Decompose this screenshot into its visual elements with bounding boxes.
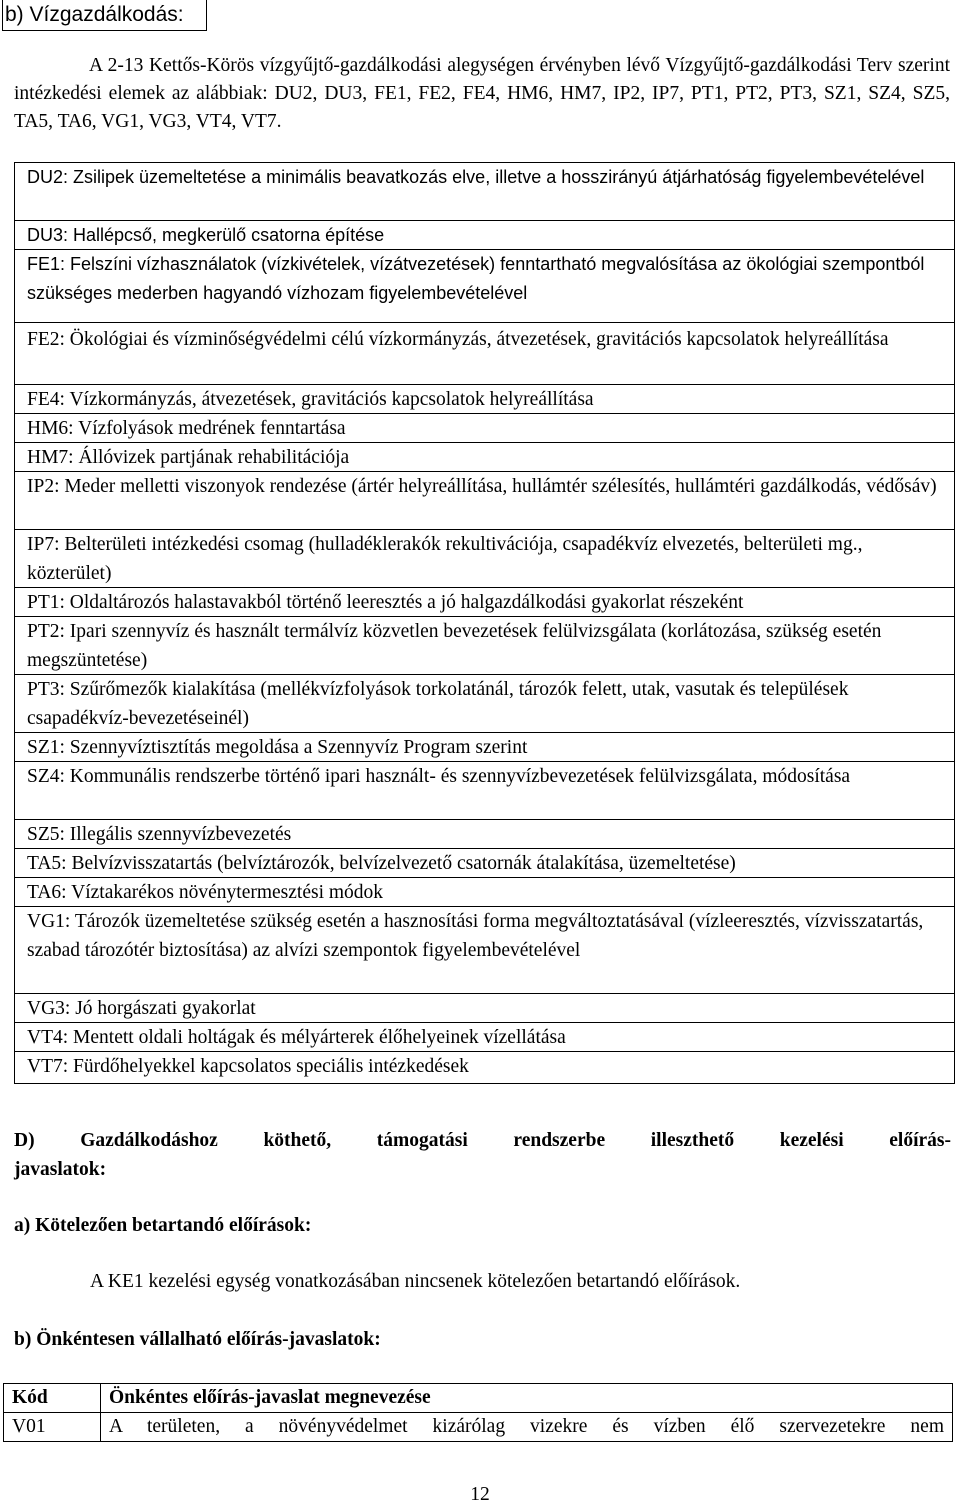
- table-header-name: Önkéntes előírás-javaslat megnevezése: [101, 1384, 953, 1413]
- measure-item: DU3: Hallépcső, megkerülő csatorna építése: [15, 221, 954, 250]
- measure-item: HM6: Vízfolyások medrének fenntartása: [15, 414, 954, 443]
- section-d-heading-cont: javaslatok:: [14, 1159, 107, 1180]
- table-row: [4, 1413, 953, 1442]
- measure-item: DU2: Zsilipek üzemeltetése a minimális beavatkozás elve, illetve a hosszirányú átjárhatóság figyelembevételével: [15, 163, 954, 221]
- section-d-heading: D) Gazdálkodáshoz köthető, támogatási rendszerbe illeszthető kezelési előírás-: [14, 1130, 951, 1151]
- subsection-a-text: A KE1 kezelési egység vonatkozásában nincsenek kötelezően betartandó előírások.: [90, 1271, 741, 1292]
- measure-item: VT7: Fürdőhelyekkel kapcsolatos speciális intézkedések: [27, 1056, 469, 1077]
- subsection-a-heading: a) Kötelezően betartandó előírások:: [14, 1215, 312, 1236]
- measure-item: IP2: Meder melletti viszonyok rendezése (ártér helyreállítása, hullámtér szélesítés, hullámtéri gazdálkodás, védősáv): [15, 472, 954, 530]
- measure-item: SZ4: Kommunális rendszerbe történő ipari használt- és szennyvízbevezetések felülvizsgálata, módosítása: [15, 762, 954, 820]
- measure-item: SZ5: Illegális szennyvízbevezetés: [15, 820, 954, 849]
- measure-item: VG1: Tározók üzemeltetése szükség esetén a hasznosítási forma megváltoztatásával (vízleeresztés, vízvisszatartás, szabad tározótér biztosítása) az alvízi szempontok figyelembevételével: [15, 907, 954, 994]
- measure-item: FE4: Vízkormányzás, átvezetések, gravitációs kapcsolatok helyreállítása: [15, 385, 954, 414]
- intro-paragraph: A 2-13 Kettős-Körös vízgyűjtő-gazdálkodási alegységen érvényben lévő Vízgyűjtő-gazdálkodási Terv szerint intézkedési elemek az alábbiak: DU2, DU3, FE1, FE2, FE4, HM6, HM7, IP2, IP7, PT1, PT2, PT3, SZ1, SZ4, SZ5, TA5, TA6, VG1, VG3, VT4, VT7.: [14, 55, 950, 132]
- measure-item: PT2: Ipari szennyvíz és használt termálvíz közvetlen bevezetések felülvizsgálata (korlátozása, szükség esetén megszüntetése): [15, 617, 954, 675]
- measure-item: VG3: Jó horgászati gyakorlat: [15, 994, 954, 1023]
- measure-item: SZ1: Szennyvíztisztítás megoldása a Szennyvíz Program szerint: [15, 733, 954, 762]
- table-cell-code: V01: [4, 1413, 101, 1442]
- measure-item: TA5: Belvízvisszatartás (belvíztározók, belvízelvezető csatornák átalakítása, üzemeltetése): [15, 849, 954, 878]
- table-header-row: [4, 1384, 953, 1413]
- table-header-code: Kód: [4, 1384, 101, 1413]
- table-cell-name: A területen, a növényvédelmet kizárólag vizekre és vízben élő szervezetekre nem: [101, 1413, 953, 1442]
- measure-item: VT4: Mentett oldali holtágak és mélyárterek élőhelyeinek vízellátása: [15, 1023, 954, 1052]
- measure-item: FE2: Ökológiai és vízminőségvédelmi célú vízkormányzás, átvezetések, gravitációs kapcsolatok helyreállítása: [15, 323, 954, 385]
- measure-item: PT3: Szűrőmezők kialakítása (mellékvízfolyások torkolatánál, tározók felett, utak, vasutak és települések csapadékvíz-bevezetéseinél): [15, 675, 954, 733]
- rules-table: [3, 1383, 953, 1442]
- section-heading: b) Vízgazdálkodás:: [2, 0, 207, 31]
- measure-item: IP7: Belterületi intézkedési csomag (hulladéklerakók rekultivációja, csapadékvíz elvezetés, belterületi mg., közterület): [15, 530, 954, 588]
- measure-item: FE1: Felszíni vízhasználatok (vízkivételek, vízátvezetések) fenntartható megvalósítása az ökológiai szempontból szükséges mederben hagyandó vízhozam figyelembevételével: [15, 250, 954, 323]
- measure-item: TA6: Víztakarékos növénytermesztési módok: [15, 878, 954, 907]
- measures-box: [14, 162, 955, 1084]
- subsection-b-heading: b) Önkéntesen vállalható előírás-javaslatok:: [14, 1329, 381, 1350]
- measure-item: HM7: Állóvizek partjának rehabilitációja: [15, 443, 954, 472]
- page-number: 12: [470, 1484, 490, 1505]
- measure-item: PT1: Oldaltározós halastavakból történő leeresztés a jó halgazdálkodási gyakorlat részeként: [15, 588, 954, 617]
